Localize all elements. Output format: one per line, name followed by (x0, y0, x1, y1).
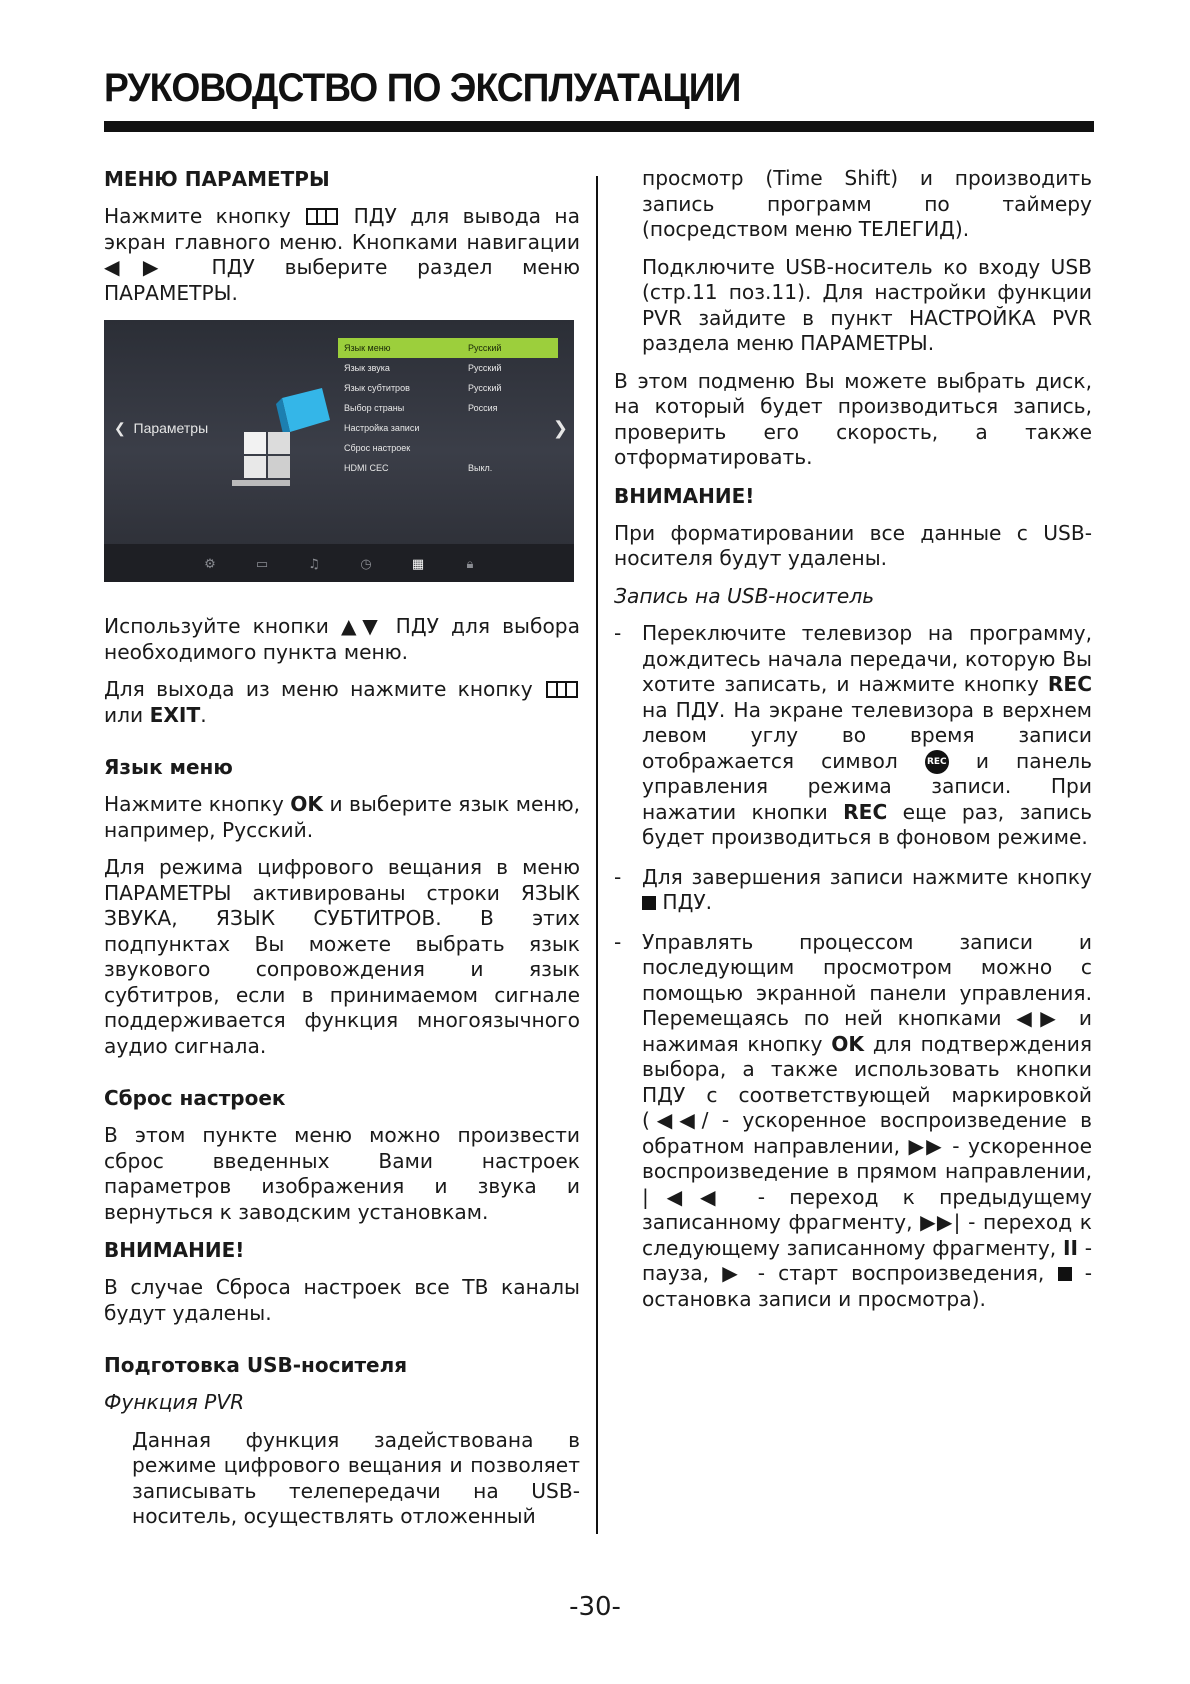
paragraph-digital: Для режима цифрового вещания в меню ПАРАМЕТРЫ активированы строки ЯЗЫК ЗВУКА, ЯЗЫК СУБТИТРОВ. В этих подпунктах Вы можете выбрать язык звукового сопровождения и язык субтитров, если в принимаемом сигнале поддерживается функция многоязычного аудио сигнала. (104, 855, 580, 1058)
paragraph-reset: В этом пункте меню можно произвести сброс введенных Вами настроек параметров изображения и звука и вернуться к заводским установкам. (104, 1123, 580, 1224)
tv-menu-row: HDMI CEC Выкл. (344, 463, 493, 473)
tv-section-name: Параметры (133, 420, 209, 436)
text: Нажмите кнопку (104, 204, 291, 228)
list-item: - Управлять процессом записи и последующим просмотром можно с помощью экранной панели управления. Перемещаясь по ней кнопками ◀▶ и нажимая кнопку OK для подтверждения выбора, а также использовать кнопки ПДУ с соответствующей маркировкой (◀◀/ - ускоренное воспроизведение в обратном направлении, ▶▶ - ускоренное воспроизведение в прямом направлении, |◀◀ - переход к предыдущему записанному фрагменту, ▶▶| - переход к следующему записанному фрагменту, II - пауза, ▶ - старт воспроизведения, - остановка записи и просмотра). (614, 929, 1093, 1311)
exit-key-label: EXIT (149, 702, 201, 727)
paragraph-navigate: Используйте кнопки ▲▼ ПДУ для выбора необходимого пункта меню. (104, 614, 580, 664)
stop-icon (642, 896, 656, 910)
page-title: РУКОВОДСТВО ПО ЭКСПЛУАТАЦИИ (104, 66, 741, 110)
text: Нажмите кнопку (104, 792, 284, 816)
chevron-left-icon: ❮ (114, 420, 126, 436)
tv-bottom-icons (184, 557, 496, 572)
section-heading-params: МЕНЮ ПАРАМЕТРЫ (104, 167, 330, 191)
paragraph-submenu: В этом подменю Вы можете выбрать диск, на который будет производиться запись, проверить его скорость, а также отформатировать. (614, 368, 1092, 469)
chevron-right-icon: ❯ (552, 418, 568, 439)
tv-menu-row: Выбор страны Россия (344, 403, 498, 413)
grid-icon: ▦ (411, 557, 425, 572)
paragraph-reset-warning: В случае Сброса настроек все ТВ каналы будут удалены. (104, 1275, 580, 1325)
warning-heading: ВНИМАНИЕ! (614, 483, 755, 508)
left-column (104, 166, 580, 1542)
clock-icon: ◷ (360, 557, 372, 572)
text: ПДУ для вывода на экран главного меню. Кнопками навигации ◀▶ ПДУ выберите раздел меню ПАРАМЕТРЫ. (104, 204, 581, 305)
tv-section-label (114, 420, 208, 437)
text: и выберите язык меню, например, Русский. (104, 792, 581, 842)
subheading-pvr: Функция PVR (104, 1390, 245, 1414)
page-number: -30- (569, 1592, 621, 1622)
paragraph-format-warning: При форматировании все данные с USB-носителя будут удалены. (614, 520, 1092, 570)
pause-icon: II (1062, 1235, 1078, 1260)
rec-key-label: REC (843, 799, 888, 824)
header-rule (104, 121, 1094, 132)
column-divider (596, 176, 598, 1534)
paragraph-language (104, 792, 580, 843)
monitor-icon: ▭ (255, 557, 269, 572)
text: Для выхода из меню нажмите кнопку (104, 677, 533, 701)
tv-menu-row: Язык звука Русский (344, 363, 502, 373)
settings-cubes-icon (222, 388, 332, 498)
ok-key-label: OK (290, 792, 324, 816)
warning-heading: ВНИМАНИЕ! (104, 1238, 245, 1262)
rec-key-label: REC (1047, 672, 1093, 696)
paragraph-exit: Для выхода из меню нажмите кнопку или EXIT. (104, 677, 580, 728)
tv-menu-row: Язык субтитров Русский (344, 383, 502, 393)
paragraph-open-menu (104, 204, 580, 306)
tv-menu-row: Сброс настроек (344, 443, 411, 453)
stop-icon (1058, 1267, 1072, 1281)
lock-icon: 🔒︎ (466, 557, 474, 572)
paragraph-connect-usb: Подключите USB-носитель ко входу USB (стр.11 поз.11). Для настройки функции PVR зайдите в пункт НАСТРОЙКА PVR раздела меню ПАРАМЕТРЫ. (642, 254, 1092, 355)
paragraph-timeshift: просмотр (Time Shift) и производить запись программ по таймеру (посредством меню ТЕЛЕГИД). (642, 166, 1092, 241)
gear-icon: ⚙ (204, 557, 216, 572)
tv-menu-row: Настройка записи (344, 423, 420, 433)
right-column (614, 166, 1092, 1326)
list-item: - Переключите телевизор на программу, дождитесь начала передачи, которую Вы хотите записать, и нажмите кнопку REC на ПДУ. На экране телевизора в верхнем левом углу во время записи отображается символ REC и панель управления режима записи. При нажатии кнопки REC еще раз, запись будет производиться в фоновом режиме. (614, 621, 1093, 849)
subheading-record: Запись на USB-носитель (614, 583, 875, 608)
list-item: - Для завершения записи нажмите кнопку ПДУ. (614, 864, 1092, 914)
section-heading-usb: Подготовка USB-носителя (104, 1353, 408, 1377)
tv-menu-list (338, 338, 558, 478)
tv-menu-screenshot (104, 320, 574, 582)
menu-button-icon (546, 681, 578, 698)
ok-key-label: OK (831, 1031, 865, 1056)
rec-icon: REC (925, 750, 949, 774)
section-heading-reset: Сброс настроек (104, 1086, 286, 1110)
section-heading-language: Язык меню (104, 755, 233, 779)
text: или (104, 702, 144, 727)
menu-button-icon (306, 208, 338, 225)
music-icon: ♫ (308, 557, 320, 572)
tv-menu-row: Язык меню Русский (338, 338, 558, 358)
paragraph-pvr: Данная функция задействована в режиме цифрового вещания и позволяет записывать телепередачи на USB-носитель, осуществлять отложенный (132, 1427, 580, 1528)
